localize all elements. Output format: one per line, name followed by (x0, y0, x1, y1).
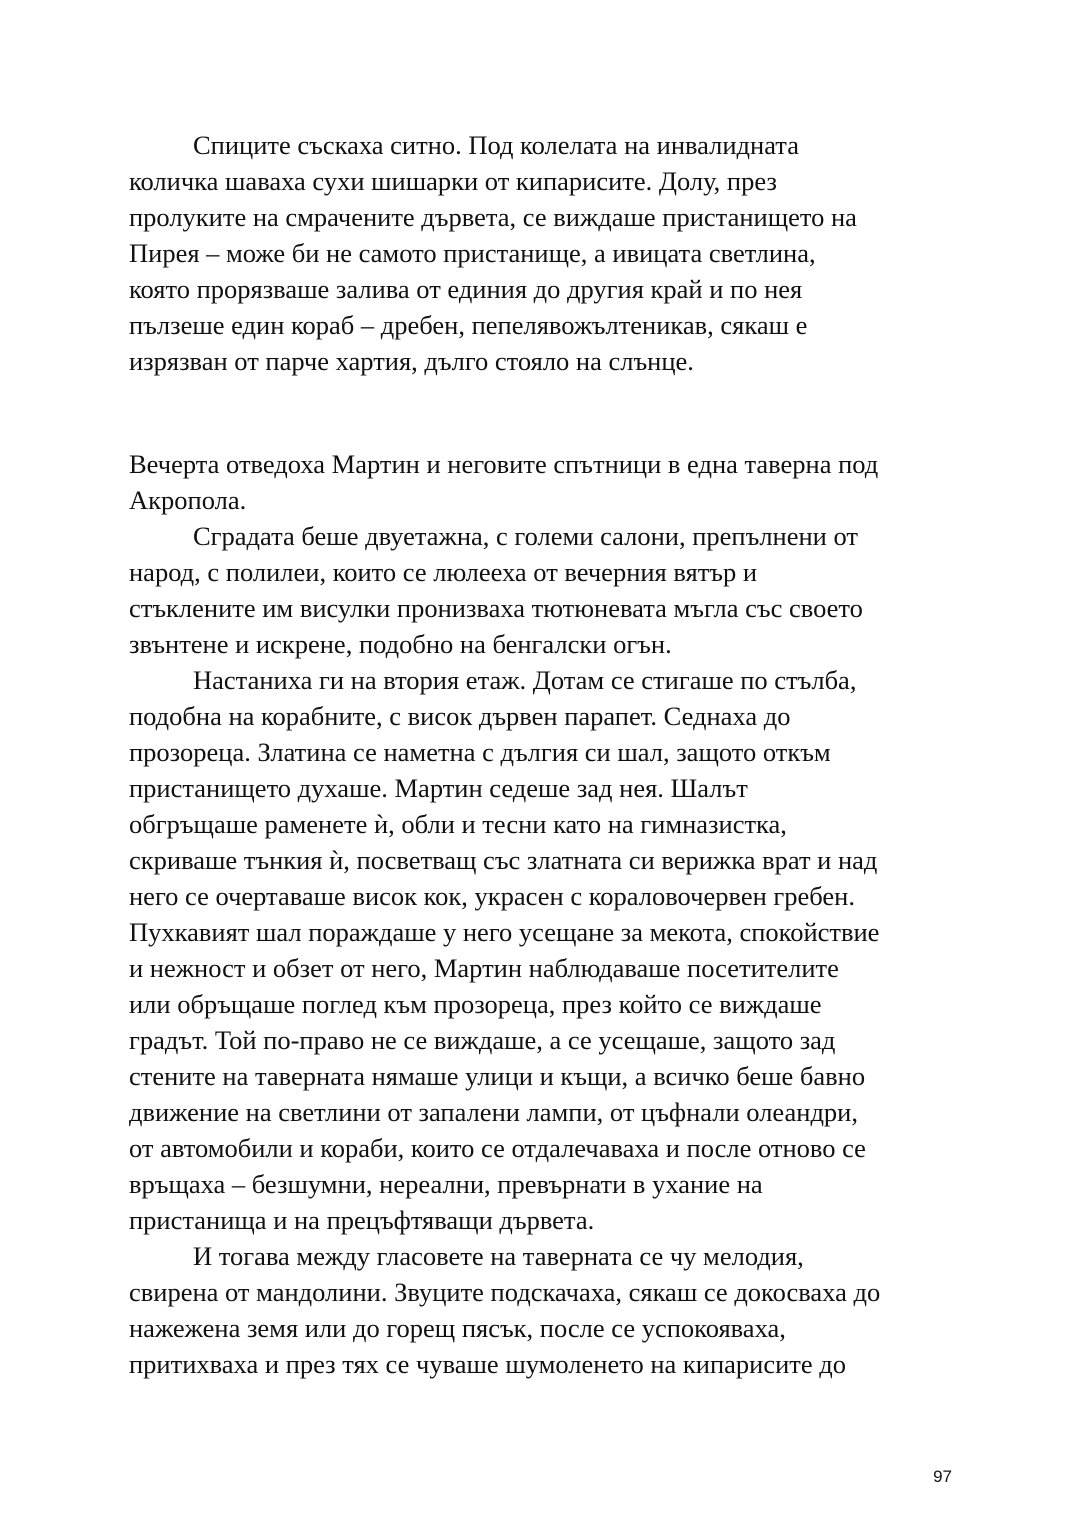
paragraph-line: или обръщаше поглед към прозореца, през който се виждаше (129, 989, 822, 1019)
paragraph-line: пристанища и на прецъфтяващи дървета. (129, 1205, 595, 1235)
paragraph-line: притихваха и през тях се чуваше шумоленето на кипарисите до (129, 1349, 846, 1379)
paragraph-line: народ, с полилеи, които се люлееха от вечерния вятър и (129, 557, 758, 587)
paragraph-line: изрязван от парче хартия, дълго стояло на слънце. (129, 346, 694, 376)
paragraph-line: движение на светлини от запалени лампи, от цъфнали олеандри, (129, 1097, 858, 1127)
paragraph-line: него се очертаваше висок кок, украсен с кораловочервен гребен. (129, 881, 855, 911)
paragraph-line: пълзеше един кораб – дребен, пепелявожълтеникав, сякаш е (129, 310, 808, 340)
paragraph-line: прозореца. Златина се наметна с дългия си шал, защото откъм (129, 737, 831, 767)
text-block-top (129, 127, 959, 379)
paragraph-line: звънтене и искрене, подобно на бенгалски огън. (129, 629, 672, 659)
paragraph-line: Пирея – може би не самото пристанище, а ивицата светлина, (129, 238, 816, 268)
paragraph-line: и нежност и обзет от него, Мартин наблюдаваше посетителите (129, 953, 839, 983)
paragraph-4 (129, 662, 959, 1238)
paragraph-line: Спиците съскаха ситно. Под колелата на инвалидната (193, 130, 799, 160)
paragraph-line: обгръщаше раменете ѝ, обли и тесни като на гимназистка, (129, 809, 787, 839)
paragraph-line: нажежена земя или до горещ пясък, после се успокояваха, (129, 1313, 786, 1343)
paragraph-1 (129, 127, 959, 379)
paragraph-line: Вечерта отведоха Мартин и неговите спътници в една таверна под (129, 449, 879, 479)
paragraph-line: И тогава между гласовете на таверната се чу мелодия, (193, 1241, 804, 1271)
paragraph-line: Акропола. (129, 485, 247, 515)
paragraph-line: пристанището духаше. Мартин седеше зад нея. Шалът (129, 773, 748, 803)
paragraph-3 (129, 518, 959, 662)
paragraph-line: скриваше тънкия ѝ, посветващ със златната си верижка врат и над (129, 845, 878, 875)
text-block-main (129, 446, 959, 1382)
paragraph-5 (129, 1238, 959, 1382)
paragraph-line: подобна на корабните, с висок дървен парапет. Седнаха до (129, 701, 791, 731)
paragraph-line: от автомобили и кораби, които се отдалечаваха и после отново се (129, 1133, 866, 1163)
paragraph-line: градът. Той по-право не се виждаше, а се усещаше, защото зад (129, 1025, 836, 1055)
paragraph-line: Пухкавият шал пораждаше у него усещане за мекота, спокойствие (129, 917, 880, 947)
paragraph-line: стъклените им висулки пронизваха тютюневата мъгла със своето (129, 593, 863, 623)
paragraph-2 (129, 446, 959, 518)
paragraph-line: количка шаваха сухи шишарки от кипарисите. Долу, през (129, 166, 777, 196)
paragraph-line: която прорязваше залива от единия до другия край и по нея (129, 274, 803, 304)
paragraph-line: връщаха – безшумни, нереални, превърнати в ухание на (129, 1169, 763, 1199)
paragraph-line: Настаниха ги на втория етаж. Дотам се стигаше по стълба, (193, 665, 857, 695)
paragraph-line: Сградата беше двуетажна, с големи салони, препълнени от (193, 521, 858, 551)
page-number: 97 (933, 1467, 952, 1486)
paragraph-line: пролуките на смрачените дървета, се виждаше пристанището на (129, 202, 857, 232)
paragraph-line: свирена от мандолини. Звуците подскачаха, сякаш се докосваха до (129, 1277, 881, 1307)
paragraph-line: стените на таверната нямаше улици и къщи, а всичко беше бавно (129, 1061, 866, 1091)
